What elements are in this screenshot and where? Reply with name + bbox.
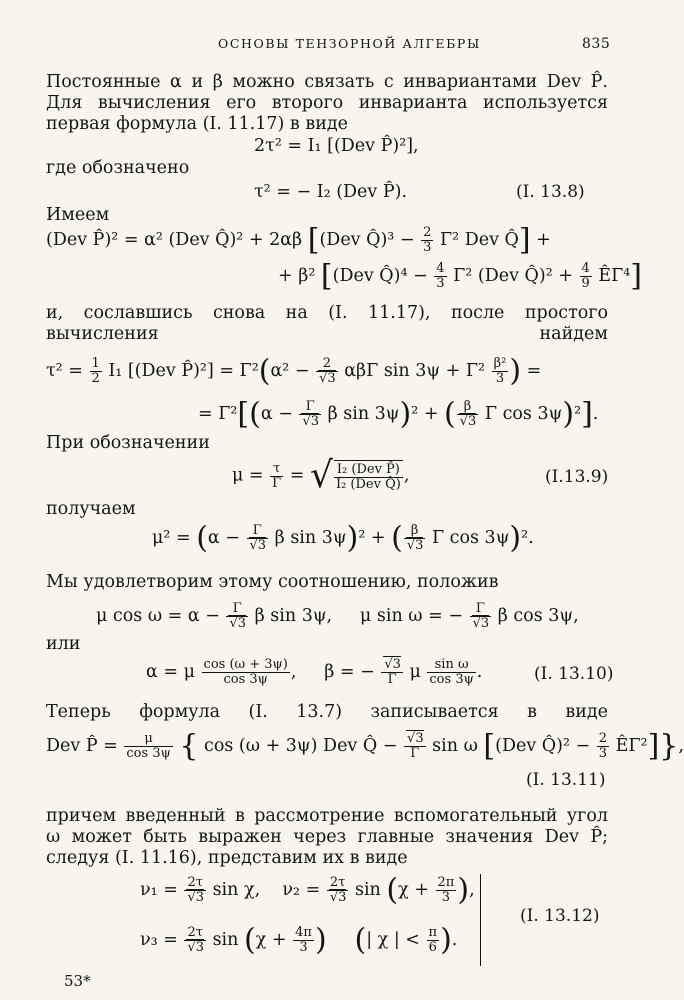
paragraph-formula-now: Теперь формула (I. 13.7) записывается в виде bbox=[46, 702, 608, 722]
equation-tag-13-9: (I.13.9) bbox=[545, 467, 609, 487]
equation-nu1-nu2: ν₁ = $\frac{2\tau}{√3}$ sin χ, ν₂ = $\frac{2\tau}{√3}$ sin (χ + $\frac{2\pi}{3}$ ), bbox=[140, 872, 475, 908]
equation-tau-squared: τ² = − I₂ (Dev P̂). bbox=[254, 182, 408, 202]
equation-dev-p-squared-line1: (Dev P̂)² = α² (Dev Q̂)² + 2αβ [(Dev Q̂)³ − $\frac{2}{3}$ Γ² Dev Q̂] + bbox=[46, 222, 551, 258]
paragraph-where: где обозначено bbox=[46, 158, 190, 178]
signature-mark: 53* bbox=[64, 972, 91, 990]
running-header: ОСНОВЫ ТЕНЗОРНОЙ АЛГЕБРЫ bbox=[218, 36, 481, 51]
equation-mu-definition: μ = $\frac{\tau}{\Gamma}$ = √ $\frac{\text{I₂ (Dev P̂)}}{\text{I₂ (Dev Q̂)}}$ , bbox=[232, 455, 410, 496]
equation-dev-p-formula: Dev P̂ = $\frac{\mu}{\cos 3\psi}$ { cos (ω + 3ψ) Dev Q̂ − $\frac{√3}{\Gamma}$ sin ω [(Dev Q̂)² − $\frac{2}{3}$ ÊΓ²]}, bbox=[46, 728, 684, 764]
equation-tag-13-10: (I. 13.10) bbox=[534, 664, 614, 684]
equation-tag-13-11: (I. 13.11) bbox=[526, 770, 606, 790]
paragraph-we-get: получаем bbox=[46, 499, 136, 519]
equation-tau-computation-line1: τ² = $\frac{1}{2}$ I₁ [(Dev P̂)²] = Γ²(α² − $\frac{2}{√3}$ αβΓ sin 3ψ + Γ² $\frac{\text{β²}}{3}$ ) = bbox=[46, 353, 542, 389]
equation-dev-p-squared-line2: + β² [(Dev Q̂)⁴ − $\frac{4}{3}$ Γ² (Dev Q̂)² + $\frac{4}{9}$ ÊΓ⁴] bbox=[278, 258, 643, 294]
paragraph-after-computation: и, сославшись снова на (I. 11.17), после простого вычисления найдем bbox=[46, 303, 608, 344]
paragraph-or: или bbox=[46, 634, 81, 654]
paragraph-with-notation: При обозначении bbox=[46, 433, 210, 453]
page-number: 835 bbox=[582, 36, 611, 52]
paragraph-satisfy-relation: Мы удовлетворим этому соотношению, положив bbox=[46, 572, 499, 592]
equation-2tau-squared: 2τ² = I₁ [(Dev P̂)²], bbox=[254, 136, 419, 156]
equation-alpha-beta: α = μ $\frac{\cos (\omega + 3\psi)}{\cos 3\psi}$ , β = − $\frac{√3}{\Gamma}$ μ $\frac{\text{sin ω}}{\cos 3\psi}$ . bbox=[146, 657, 483, 687]
group-brace bbox=[470, 874, 481, 966]
paragraph-we-have: Имеем bbox=[46, 205, 110, 225]
equation-mu-cos-mu-sin: μ cos ω = α − $\frac{\Gamma}{√3}$ β sin 3ψ, μ sin ω = − $\frac{\Gamma}{√3}$ β cos 3ψ, bbox=[96, 601, 579, 631]
equation-tag-13-12: (I. 13.12) bbox=[520, 906, 600, 926]
paragraph-auxiliary-angle: причем введенный в рассмотрение вспомогательный угол ω может быть выражен через главные значения Dev P̂; следуя (I. 11.16), представим их в виде bbox=[46, 806, 608, 868]
equation-nu3: ν₃ = $\frac{2\tau}{√3}$ sin (χ + $\frac{4\pi}{3}$ ) (| χ | < $\frac{\pi}{6}$ ). bbox=[140, 922, 458, 958]
equation-mu-squared: μ² = (α − $\frac{\Gamma}{√3}$ β sin 3ψ)² + ( $\frac{\beta}{√3}$ Γ cos 3ψ)². bbox=[152, 520, 534, 556]
paragraph-invariants: Постоянные α и β можно связать с инвариантами Dev P̂. Для вычисления его второго инварианта используется первая формула (I. 11.17) в виде bbox=[46, 72, 608, 134]
equation-tau-computation-line2: = Γ²[(α − $\frac{\Gamma}{√3}$ β sin 3ψ)² + ( $\frac{\beta}{√3}$ Γ cos 3ψ)²]. bbox=[198, 396, 599, 432]
equation-tag-13-8: (I. 13.8) bbox=[516, 182, 585, 202]
